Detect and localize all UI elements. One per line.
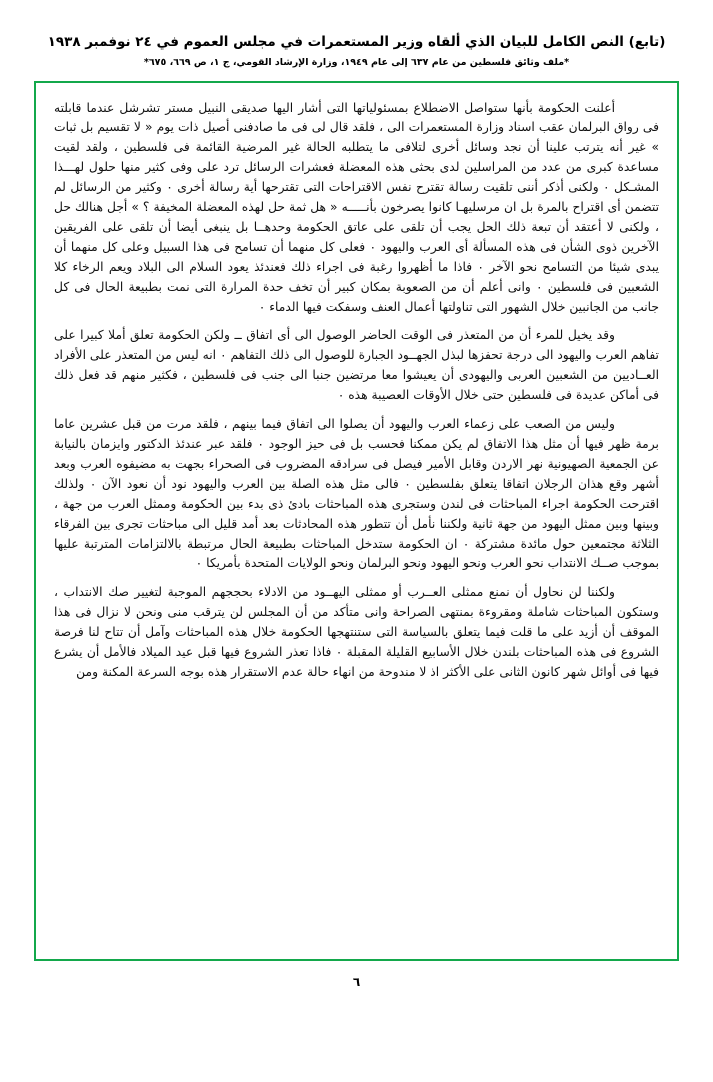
- text-frame-border: [34, 81, 679, 961]
- document-source-citation: *ملف وثائق فلسطين من عام ٦٣٧ إلى عام ١٩٤٩، وزارة الإرشاد القومي، ج ١، ص ٦٦٩، ٦٧٥*: [143, 57, 570, 69]
- document-header: [30, 32, 683, 71]
- document-body: [54, 99, 659, 683]
- paragraph: ولكننا لن نحاول أن نمنع ممثلى العــرب أو ممثلى اليهــود من الادلاء بحججهم الموجبة لتغيير صك الانتداب ، وستكون المباحثات شاملة ومقروءة بمنتهى الصراحة وانى متأكد من أن المجلس لن يترقب منى ونحن لا نزال فى هذا الموقف أن أزيد على ما قلت فيما يتعلق بالسياسة التى ستنتهجها الحكومة خلال هذه المباحثات وآمل أن تتاح لنا فرصة الشروع فى هذه المباحثات بلندن خلال الأسابيع القليلة المقبلة ٠ فاذا تعذر الشروع فيها قبل عيد الميلاد فالأمل أن يشرع فيها فى أوائل شهر كانون الثانى على الأكثر اذ لا مندوحة من انهاء حالة عدم الاستقرار هذه بوجه السرعة المكنة ومن: [54, 585, 659, 679]
- paragraph: وقد يخيل للمرء أن من المتعذر فى الوقت الحاضر الوصول الى أى اتفاق ــ ولكن الحكومة تعلق أملا كبيرا على تفاهم العرب واليهود الى درجة تحفزها لبذل الجهــود الجبارة للوصول الى ذلك التفاهم ٠ انه ليس من المتعذر على الأفراد العــاديين من الشعبين العربى واليهودى أن يعيشوا معا مرتضين جنبا الى جنب فى فلسطين ، فكثير منهم قد فعل ذلك فى أماكن عديدة فى فلسطين حتى خلال الأوقات العصيبة هذه ٠: [54, 328, 659, 403]
- paragraph: وليس من الصعب على زعماء العرب واليهود أن يصلوا الى اتفاق فيما بينهم ، فلقد مرت من قبل عشرين عاما برمة ظهر فيها أن مثل هذا الاتفاق لم يكن ممكنا فحسب بل فى حيز الوجود ٠ فلقد عبر عندئذ الدكتور وايزمان بالنيابة عن الجمعية الصهيونية نهر الاردن وقابل الأمير فيصل فى سرادقه المضروب فى الصحراء بجهت به مضيفوه العرب وبعد أشهر وقع هذان الرجلان اتفاقا يتعلق بفلسطين ٠ فالى مثل هذه الصلة بين العرب واليهود نود أن نعود الآن ٠ ولذلك اقترحت الحكومة اجراء المباحثات فى لندن وستجرى هذه المباحثات بادئ ذى بدء بين الحكومة وممثل العرب من جهة ، وبينها وبين ممثل اليهود من جهة ثانية ولكننا نأمل أن تتطور هذه المحادثات بعد أمد قليل الى مباحثات تجرى بين الفرقاء الثلاثة مجتمعين حول مائدة مشتركة ٠ ان الحكومة ستدخل المباحثات بطبيعة الحال مرتبطة بالالتزامات المترتبة عليها بموجب صــك الانتداب نحو العرب ونحو اليهود ونحو البرلمان ونحو الولايات المتحدة بأمريكا ٠: [54, 417, 659, 571]
- page-title: (تابع) النص الكامل للبيان الذي ألقاه وزير المستعمرات في مجلس العموم في ٢٤ نوفمبر ١٩٣٨: [47, 34, 666, 50]
- page-number: ٦: [352, 974, 361, 989]
- paragraph: أعلنت الحكومة بأنها ستواصل الاضطلاع بمسئولياتها التى أشار اليها صديقى النبيل مستر تشرشل عندما قابلته فى رواق البرلمان عقب اسناد وزارة المستعمرات الى ، فلقد قال لى فى ما صادفنى أصيل ذات يوم « لا تقسيم بل ثبات » غير أنه يترتب علينا أن نجد وسائل أخرى لتلافى ما يتطلبه الحالة غير المرضية القائمة فى فلسطين ، ولقد لقيت مساعدة كبرى من عدد من المراسلين لدى بحثى هذه المعضلة فعشرات الرسائل ترد على وفى كثير منها حلول لهـــذا المشـكل ٠ ولكنى أذكر أننى تلقيت رسالة تقترح نفس الاقتراحات التى تقترحها أية رسالة أخرى ٠ وكثير من الرسائل لم تتضمن أى اقتراح بالمرة بل ان مرسليهـا كانوا يصرخون بأنـــــه « هل ثمة حل لهذه المعضلة المخيفة ؟ » أجل هنالك حل ، ولكنى لا أعتقد أن تبعة ذلك الحل يجب أن تلقى على عاتق الحكومة وحدهــا بل ينبغى أيضا أن تلقى على الفريقين الآخرين ذوى الشأن فى هذه المسألة أى العرب واليهود ٠ فعلى كل منهما أن تسامح فى هذا السبيل وعلى كل منهما أن يبدى شيئا من التسامح نحو الآخر ٠ فاذا ما أظهروا رغبة فى اجراء ذلك فعندئذ يعود السلام الى البلاد ويعم الرخاء كلا الشعبين فى فلسطين ٠ وانى أعلم أن من الصعوبة بمكان كبير أن تخف حدة المرارة التى نمت بطبيعة الحال فى كل جانب من الجانبين خلال الشهور التى تناولتها أعمال العنف وسفكت فيها الدماء ٠: [54, 100, 660, 314]
